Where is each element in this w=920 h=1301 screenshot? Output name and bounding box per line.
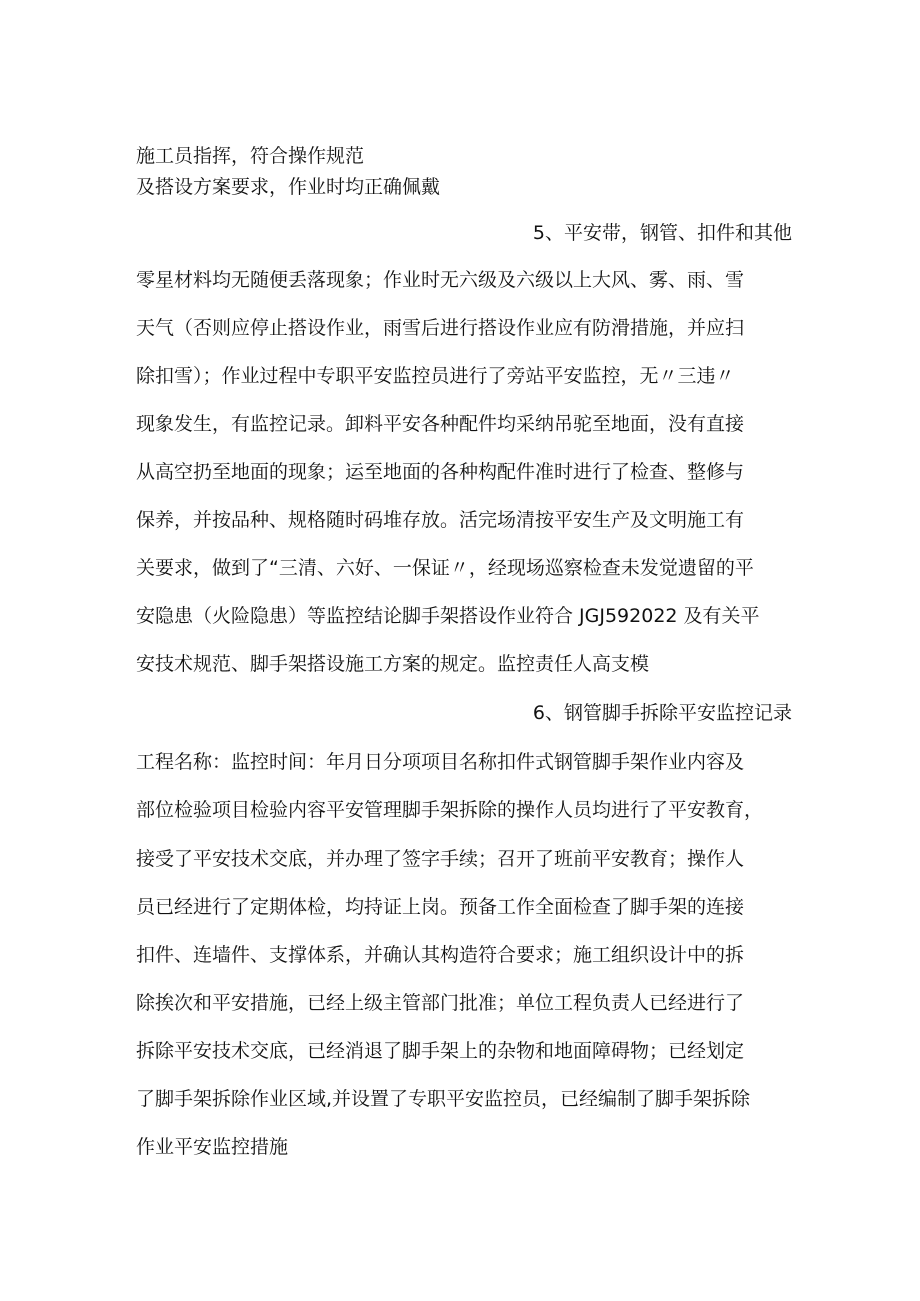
text-line: 从高空扔至地面的现象；运至地面的各种构配件准时进行了检查、整修与 [136, 461, 745, 483]
text-line: 除扣雪）；作业过程中专职平安监控员进行了旁站平安监控，无〃三违〃 [136, 365, 735, 387]
text-line: 了脚手架拆除作业区域,并设置了专职平安监控员，已经编制了脚手架拆除 [136, 1088, 751, 1110]
text-line: 及搭设方案要求，作业时均正确佩戴 [136, 176, 441, 198]
text-line: 安隐患（火险隐患）等监控结论脚手架搭设作业符合 JGJ592022 及有关平 [136, 605, 760, 627]
text-line: 保养，并按品种、规格随时码堆存放。活完场清按平安生产及文明施工有 [136, 509, 745, 531]
text-line: 员已经进行了定期体检，均持证上岗。预备工作全面检查了脚手架的连接 [136, 896, 745, 918]
text-line: 零星材料均无随便丢落现象；作业时无六级及六级以上大风、雾、雨、雪 [136, 269, 745, 291]
section-heading: 6、钢管脚手拆除平安监控记录 [532, 702, 792, 724]
text-line: 接受了平安技术交底，并办理了签字手续；召开了班前平安教育；操作人 [136, 848, 745, 870]
text-line: 关要求，做到了“三清、六好、一保证〃，经现场巡察检查未发觉遗留的平 [136, 557, 754, 579]
text-line: 扣件、连墙件、支撑体系，并确认其构造符合要求；施工组织设计中的拆 [136, 944, 745, 966]
text-line: 部位检验项目检验内容平安管理脚手架拆除的操作人员均进行了平安教育， [136, 799, 764, 821]
text-line: 现象发生，有监控记录。卸料平安各种配件均采纳吊驼至地面，没有直接 [136, 413, 745, 435]
text-line: 工程名称：监控时间：年月日分项项目名称扣件式钢管脚手架作业内容及 [136, 751, 745, 773]
text-line: 作业平安监控措施 [136, 1136, 289, 1158]
text-line: 天气（否则应停止搭设作业，雨雪后进行搭设作业应有防滑措施，并应扫 [136, 317, 745, 339]
text-line: 除挨次和平安措施，已经上级主管部门批准；单位工程负责人已经进行了 [136, 992, 745, 1014]
text-line: 施工员指挥，符合操作规范 [136, 145, 365, 167]
text-line: 拆除平安技术交底，已经消退了脚手架上的杂物和地面障碍物；已经划定 [136, 1040, 745, 1062]
section-heading: 5、平安带，钢管、扣件和其他 [532, 222, 792, 244]
text-line: 安技术规范、脚手架搭设施工方案的规定。监控责任人高支模 [136, 653, 650, 675]
